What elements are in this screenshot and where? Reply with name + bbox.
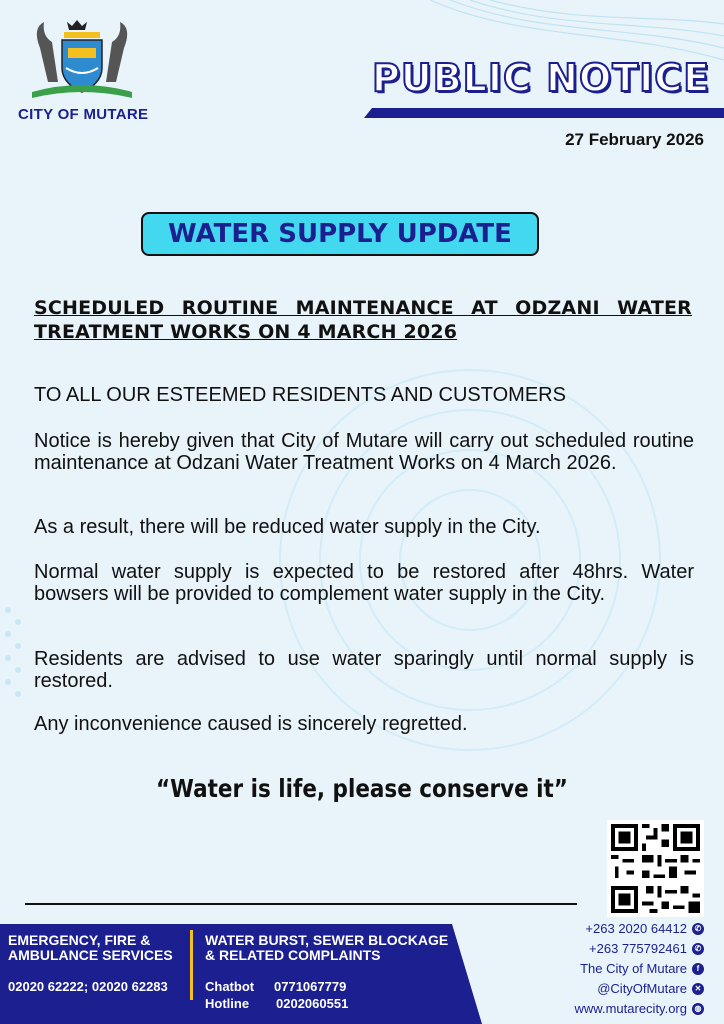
notice-title: PUBLIC NOTICE bbox=[372, 56, 711, 100]
phone-icon: ✆ bbox=[692, 923, 704, 935]
emergency-title-line1: EMERGENCY, FIRE & bbox=[8, 932, 151, 948]
coat-of-arms-logo bbox=[22, 18, 142, 104]
hotline-label: Hotline bbox=[205, 996, 250, 1011]
org-name: CITY OF MUTARE bbox=[18, 106, 149, 123]
qr-code[interactable] bbox=[607, 820, 704, 917]
paragraph-1: Notice is hereby given that City of Mutare will carry out scheduled routine maintenance at Odzani Water Treatment Works on 4 March 2026. bbox=[34, 430, 694, 474]
globe-icon: ◍ bbox=[692, 1003, 704, 1015]
whatsapp-icon: ✆ bbox=[692, 943, 704, 955]
paragraph-2: As a result, there will be reduced water supply in the City. bbox=[34, 516, 541, 538]
contact-facebook[interactable] bbox=[580, 961, 704, 976]
emergency-numbers: 02020 62222; 02020 62283 bbox=[8, 979, 168, 994]
contact-whatsapp-text: +263 775792461 bbox=[589, 941, 687, 956]
hotline-number: 0202060551 bbox=[276, 996, 349, 1011]
complaints-title-line2: & RELATED COMPLAINTS bbox=[205, 947, 381, 963]
contact-phone-text: +263 2020 64412 bbox=[585, 921, 687, 936]
chatbot-number: 0771067779 bbox=[274, 979, 347, 994]
emergency-title-line2: AMBULANCE SERVICES bbox=[8, 947, 173, 963]
paragraph-3: Normal water supply is expected to be restored after 48hrs. Water bowsers will be provided to complement water supply in the City. bbox=[34, 561, 694, 605]
complaints-title-line1: WATER BURST, SEWER BLOCKAGE bbox=[205, 932, 449, 948]
notice-headline: SCHEDULED ROUTINE MAINTENANCE AT ODZANI WATER TREATMENT WORKS ON 4 MARCH 2026 bbox=[34, 297, 692, 343]
title-underline-bar bbox=[364, 108, 724, 118]
x-icon: ✕ bbox=[692, 983, 704, 995]
facebook-icon: f bbox=[692, 963, 704, 975]
footer-divider-line bbox=[25, 903, 577, 905]
contact-x-text: @CityOfMutare bbox=[597, 981, 687, 996]
contact-website-text: www.mutarecity.org bbox=[574, 1001, 687, 1016]
chatbot-label: Chatbot bbox=[205, 979, 255, 994]
paragraph-4: Residents are advised to use water sparingly until normal supply is restored. bbox=[34, 648, 694, 692]
contact-x[interactable] bbox=[597, 981, 704, 996]
salutation: TO ALL OUR ESTEEMED RESIDENTS AND CUSTOMERS bbox=[34, 384, 566, 406]
contact-phone[interactable] bbox=[585, 921, 704, 936]
notice-date: 27 February 2026 bbox=[565, 130, 704, 149]
contact-whatsapp[interactable] bbox=[589, 941, 704, 956]
contact-facebook-text: The City of Mutare bbox=[580, 961, 687, 976]
slogan-quote: “Water is life, please conserve it” bbox=[156, 774, 568, 803]
contact-website[interactable] bbox=[575, 1001, 704, 1016]
footer-column-divider bbox=[190, 930, 193, 1000]
paragraph-5: Any inconvenience caused is sincerely regretted. bbox=[34, 713, 468, 735]
update-badge: WATER SUPPLY UPDATE bbox=[141, 212, 539, 256]
